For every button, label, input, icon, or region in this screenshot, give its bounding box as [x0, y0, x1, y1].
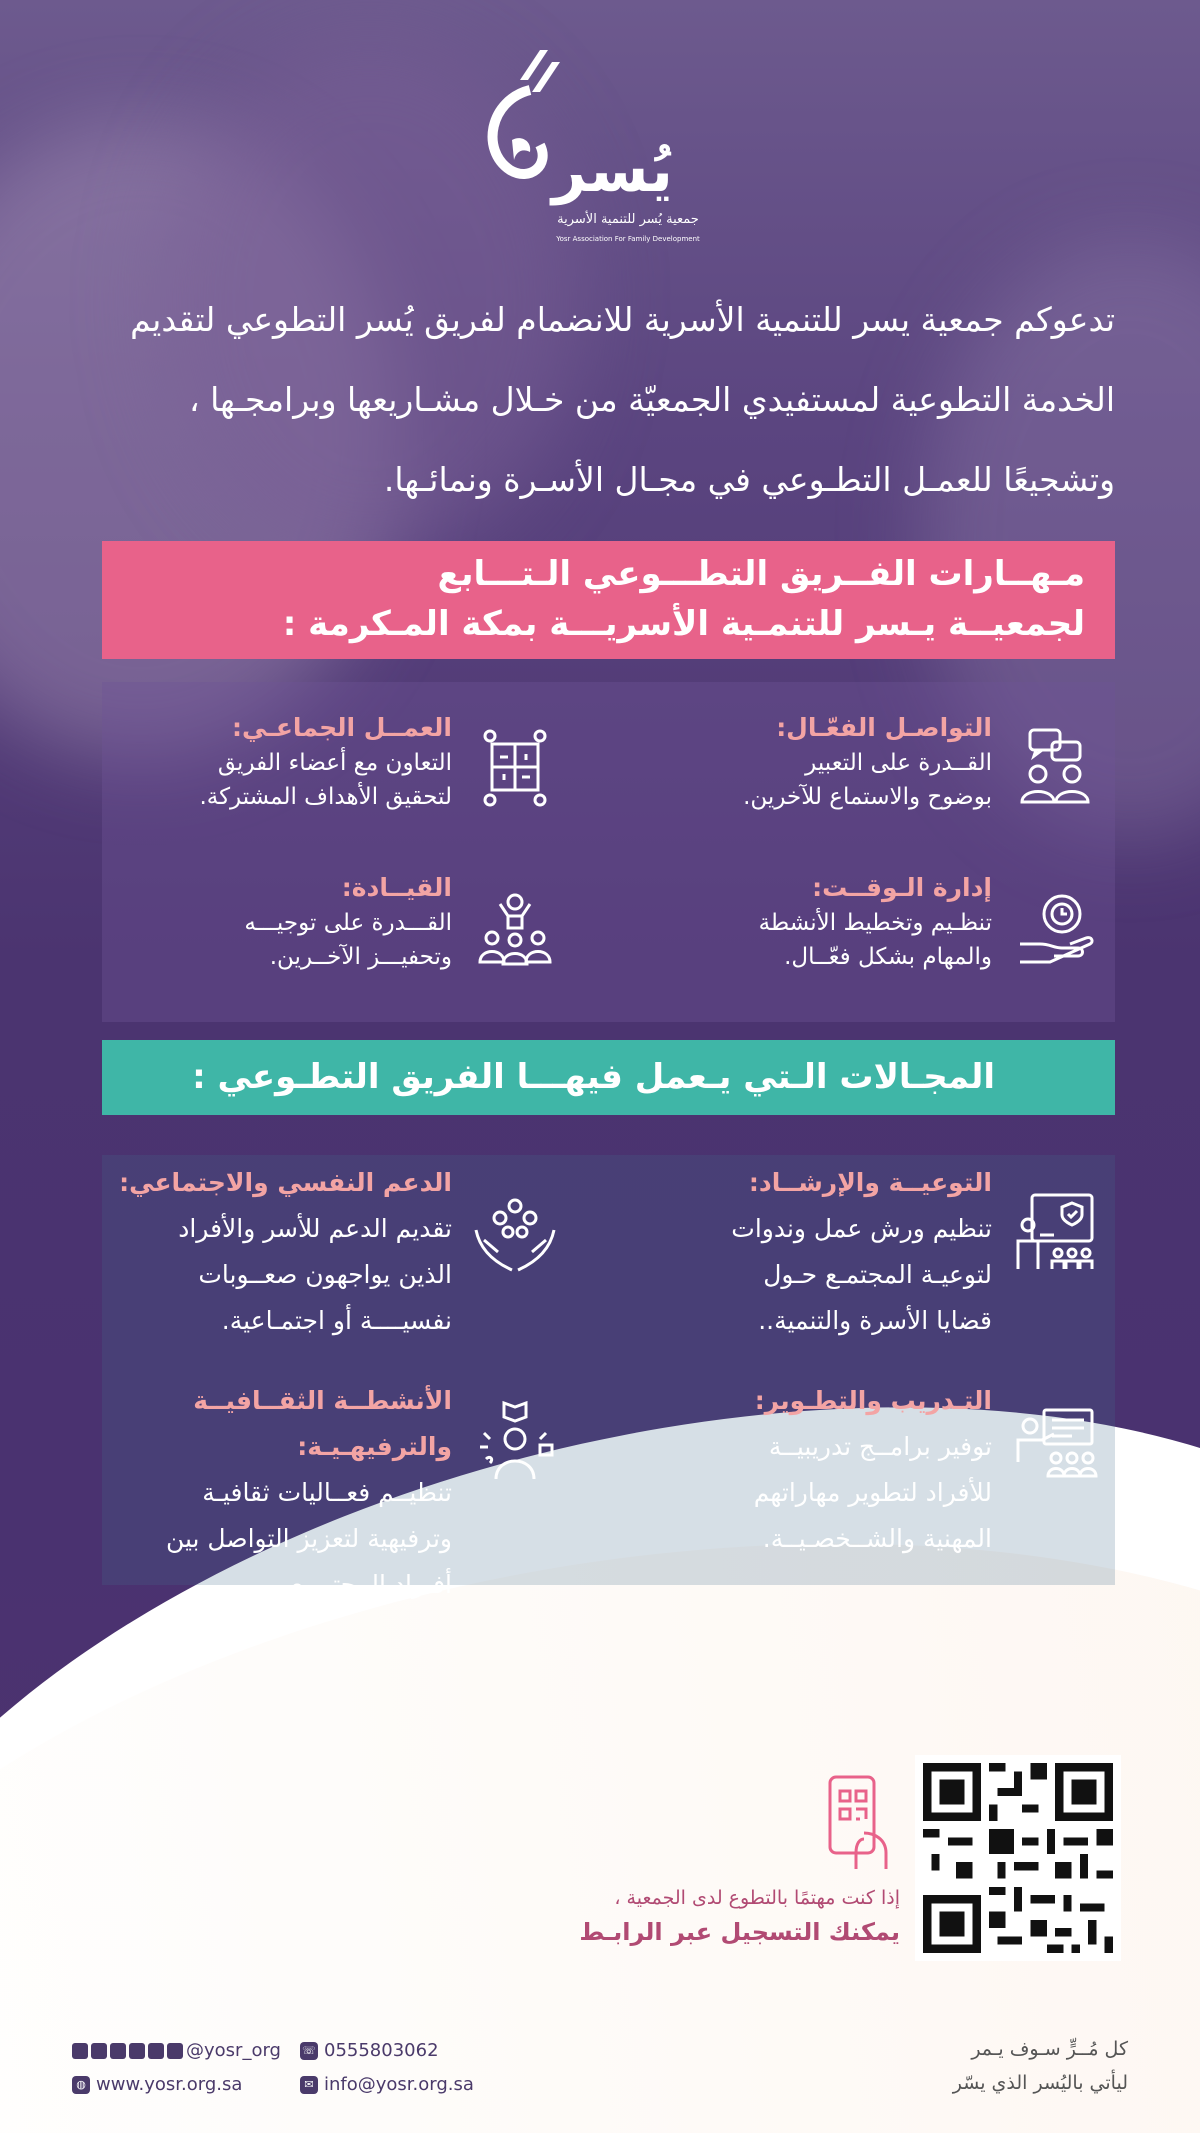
- field-title: الأنشطــة الثقــافيــة: [193, 1386, 452, 1415]
- field-desc: نفسيــــة أو اجتمـاعية.: [221, 1306, 452, 1335]
- skill-desc: تنظـيم وتخطيط الأنشطة: [758, 910, 992, 936]
- skills-banner: [102, 541, 1115, 659]
- social-contact[interactable]: [72, 2040, 281, 2061]
- time-gear-hand-icon: [1010, 882, 1100, 972]
- yosr-logo: [460, 40, 720, 243]
- field-title: التـدريب والتطـوير:: [754, 1386, 992, 1415]
- culture-activities-icon: [470, 1393, 560, 1483]
- phone-contact[interactable]: [300, 2040, 439, 2061]
- snapchat-icon: [110, 2043, 126, 2059]
- leader-group-icon: [470, 882, 560, 972]
- intro-line: وتشجيعًا للعمـل التطـوعي في مجـال الأسـرة ونمائـها.: [383, 460, 1115, 499]
- slogan-line: كل مُــرٍّ سـوف يـمر: [971, 2038, 1128, 2060]
- skill-desc: القــدرة على التعبير: [805, 750, 992, 776]
- registration-qr-code[interactable]: [915, 1755, 1121, 1961]
- fields-banner: المجـالات الـتي يـعمل فيهـــا الفريق التطـوعي :: [102, 1040, 1115, 1115]
- skill-item: [612, 870, 992, 974]
- field-desc: أفـراد المجتمــع.: [282, 1570, 452, 1599]
- field-item: [612, 1378, 992, 1562]
- email-icon: ✉: [300, 2076, 318, 2094]
- field-desc: تنظيم ورش عمل وندوات: [731, 1214, 992, 1243]
- chat-people-icon: [1010, 722, 1100, 812]
- field-title: التوعيــة والإرشــاد:: [748, 1168, 992, 1197]
- field-title: والترفيهـيـة:: [297, 1432, 452, 1461]
- skill-title: إدارة الـوقــت:: [812, 873, 992, 902]
- skill-desc: لتحقيق الأهداف المشتركة.: [199, 784, 452, 810]
- intro-text: [100, 290, 1115, 510]
- field-desc: تقديم الدعم للأسر والأفراد: [178, 1214, 452, 1243]
- skill-title: التواصـل الفعّـال:: [776, 713, 992, 742]
- skill-desc: وتحفيـــز الآخــرين.: [269, 944, 452, 970]
- skill-title: العمــل الجماعـي:: [232, 713, 452, 742]
- phone-number: 0555803062: [324, 2040, 439, 2061]
- social-handle: @yosr_org: [186, 2040, 281, 2061]
- register-link-caption[interactable]: يمكنك التسجيل عبر الرابـط: [579, 1918, 900, 1946]
- team-puzzle-icon: [470, 722, 560, 812]
- field-desc: قضايا الأسرة والتنمية..: [758, 1306, 992, 1335]
- tiktok-icon: [72, 2043, 88, 2059]
- skill-desc: بوضوح والاستماع للآخرين.: [743, 784, 992, 810]
- intro-line: تدعوكم جمعية يسر للتنمية الأسرية للانضمام لفريق يُسر التطوعي لتقديم: [130, 300, 1115, 339]
- footer: [0, 2020, 1200, 2133]
- logo-arabic-name: جمعية يُسر للتنمية الأسرية: [557, 212, 699, 227]
- register-caption: إذا كنت مهتمًا بالتطوع لدى الجمعية ،: [614, 1887, 900, 1909]
- website-contact[interactable]: [72, 2074, 242, 2095]
- field-item: [612, 1160, 992, 1344]
- skill-title: القيــادة:: [341, 873, 452, 902]
- field-item: [72, 1160, 452, 1344]
- field-desc: وترفيهية لتعزيز التواصل بين: [165, 1524, 452, 1553]
- skill-item: [612, 710, 992, 814]
- skills-banner-line: مـهــارات الفــريق التطـــوعي الـتـــابع: [437, 554, 1085, 594]
- phone-scan-icon: [816, 1773, 896, 1873]
- linkedin-icon: [129, 2043, 145, 2059]
- field-desc: المهنية والشــخصـيــة.: [762, 1524, 992, 1553]
- field-desc: توفير برامــج تدريبيــة: [768, 1432, 992, 1461]
- skill-desc: والمهام بشكل فعّــال.: [784, 944, 992, 970]
- skills-banner-line: لجمعيــة يـسر للتنمـية الأسريـــة بمكة المـكرمة :: [282, 604, 1085, 644]
- x-icon: [148, 2043, 164, 2059]
- awareness-board-icon: [1010, 1185, 1100, 1275]
- skill-item: [72, 710, 452, 814]
- family-hands-icon: [470, 1190, 560, 1280]
- slogan-line: ليأتي باليُسر الذي يسّر: [952, 2072, 1128, 2094]
- website-url: www.yosr.org.sa: [96, 2074, 243, 2095]
- logo-english-name: Yosr Association For Family Development: [556, 235, 700, 243]
- field-desc: لتوعيـة المجتمـع حـول: [763, 1260, 992, 1289]
- skill-desc: القـــدرة على توجيـــه: [244, 910, 452, 936]
- youtube-icon: [91, 2043, 107, 2059]
- intro-line: الخدمة التطوعية لمستفيدي الجمعيّة من خـلال مشـاريعها وبرامجـها ،: [188, 380, 1115, 419]
- skill-desc: التعاون مع أعضاء الفريق: [217, 750, 452, 776]
- field-desc: الذين يواجهون صعــوبات: [198, 1260, 452, 1289]
- email-contact[interactable]: [300, 2074, 474, 2095]
- training-presenter-icon: [1010, 1400, 1100, 1490]
- skill-item: [72, 870, 452, 974]
- phone-icon: ☏: [300, 2042, 318, 2060]
- email-address: info@yosr.org.sa: [324, 2074, 474, 2095]
- field-title: الدعم النفسي والاجتماعي:: [119, 1168, 452, 1197]
- field-desc: تنظيــم فعــاليات ثقافيـة: [202, 1478, 452, 1507]
- logo-word: يُسر: [552, 136, 673, 206]
- globe-icon: ◍: [72, 2076, 90, 2094]
- field-item: [72, 1378, 452, 1608]
- instagram-icon: [167, 2043, 183, 2059]
- field-desc: للأفراد لتطوير مهاراتهم: [753, 1478, 992, 1507]
